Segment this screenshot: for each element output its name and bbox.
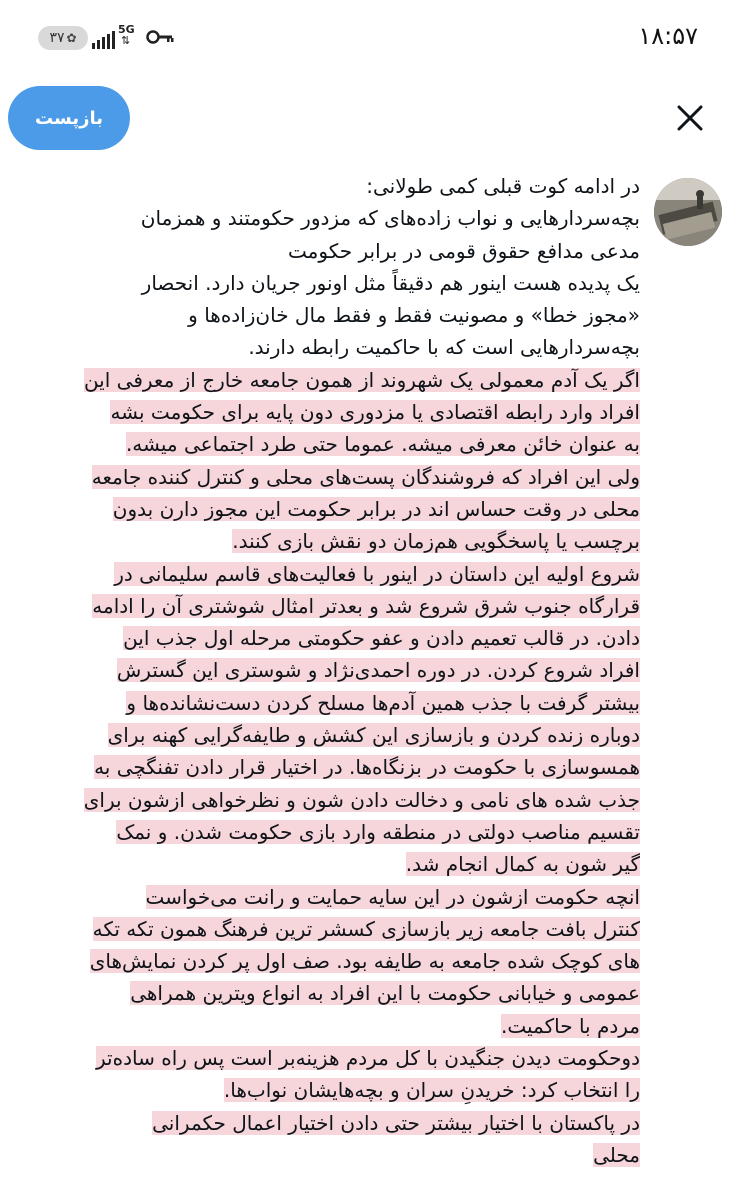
key-icon — [146, 28, 174, 46]
leaf-icon: ✿ — [66, 31, 77, 45]
tweet-line-highlighted: همسوسازی با حکومت در بزنگاه‌ها. در اختیار قرار دادن تفنگچی به — [94, 755, 640, 780]
tweet-line: بچه‌سردارهایی است که با حاکمیت رابطه دارند. — [248, 335, 640, 360]
tweet-line-highlighted: تقسیم مناصب دولتی در منطقه وارد بازی حکومت شدن. و نمک — [116, 819, 640, 844]
tweet-line-highlighted: شروع اولیه این داستان در اینور با فعالیت‌های قاسم سلیمانی در — [114, 561, 640, 586]
avatar-image — [654, 178, 722, 246]
tweet-line-highlighted: انچه حکومت ازشون در این سایه حمایت و رانت می‌خواست — [145, 884, 640, 909]
tweet-line-highlighted: دوباره زنده کردن و بازسازی این کشش و طایفه‌گرایی کهنه برای — [107, 723, 640, 748]
tweet-line-highlighted: قرارگاه جنوب شرق شروع شد و بعدتر امثال شوشتری آن را ادامه — [92, 593, 640, 618]
clock: ۱۸:۵۷ — [638, 22, 698, 50]
tweet-line-highlighted: افراد شروع کردن. در دوره احمدی‌نژاد و شوستری این گسترش — [116, 658, 640, 683]
network-arrows-icon: ⇅ — [121, 34, 131, 47]
tweet-line-highlighted: افراد وارد رابطه اقتصادی یا مزدوری دون پایه برای حکومت بشه — [110, 400, 640, 425]
signal-icon — [92, 29, 115, 49]
tweet-line-highlighted: مردم با حاکمیت. — [501, 1013, 640, 1038]
tweet-line: مدعی مدافع حقوق قومی در برابر حکومت — [288, 238, 640, 263]
tweet-line-highlighted: برچسب یا پاسخگویی هم‌زمان دو نقش بازی کنند. — [232, 529, 640, 554]
tweet-line-highlighted: اگر یک آدم معمولی یک شهروند از همون جامعه خارج از معرفی این — [83, 367, 640, 392]
battery-level: ۳۷ — [49, 30, 65, 46]
tweet-line-highlighted: ولی این افراد که فروشندگان پست‌های محلی و کنترل کننده جامعه — [91, 464, 640, 489]
tweet-line-highlighted: بیشتر گرفت با جذب همین آدم‌ها مسلح کردن دست‌نشانده‌ها و — [126, 690, 640, 715]
tweet-line-highlighted: عمومی و خیابانی حکومت با این افراد به انواع ویترین همراهی — [130, 981, 640, 1006]
battery-indicator — [38, 26, 88, 50]
tweet-line: یک پدیده هست اینور هم دقیقاً مثل اونور جریان دارد. انحصار — [141, 270, 640, 295]
tweet-line-highlighted: جذب شده های نامی و دخالت دادن شون و نظرخواهی ازشون برای — [83, 787, 640, 812]
tweet-line-highlighted: گیر شون به کمال انجام شد. — [405, 852, 640, 877]
tweet-line-highlighted: محلی در وقت حساس اند در برابر حکومت این مجوز دارن بدون — [112, 496, 640, 521]
tweet-text — [10, 170, 640, 1171]
close-icon[interactable] — [676, 104, 704, 132]
tweet-line-highlighted: محلی — [593, 1142, 640, 1167]
tweet-line-highlighted: های کوچک شده جامعه به طایفه بود. صف اول پر کردن نمایش‌های — [89, 949, 640, 974]
tweet-line: «مجوز خطا» و مصونیت فقط و فقط مال خان‌زاده‌ها و — [188, 303, 640, 328]
tweet-line: بچه‌سردارهایی و نواب زاده‌های که مزدور حکومتند و همزمان — [140, 206, 640, 231]
tweet-line-highlighted: را انتخاب کرد: خریدنِ سران و بچه‌هایشان نواب‌ها. — [223, 1078, 640, 1103]
tweet-line-highlighted: در پاکستان با اختیار بیشتر حتی دادن اختیار اعمال حکمرانی — [152, 1110, 640, 1135]
tweet-line-highlighted: به عنوان خائن معرفی میشه. عموما حتی طرد اجتماعی میشه. — [125, 432, 640, 457]
tweet-line-highlighted: دادن. در قالب تعمیم دادن و عفو حکومتی مرحله اول جذب این — [123, 626, 640, 651]
tweet-line: در ادامه کوت قبلی کمی طولانی: — [366, 174, 640, 198]
tweet-line-highlighted: دوحکومت دیدن جنگیدن با کل مردم هزینه‌بر است پس راه ساده‌تر — [96, 1046, 640, 1071]
avatar[interactable] — [654, 178, 722, 246]
tweet-line-highlighted: کنترل بافت جامعه زیر بازسازی کسشر ترین فرهنگ همون تکه تکه — [92, 916, 640, 941]
status-bar — [0, 0, 740, 70]
network-type: 5G — [118, 23, 135, 36]
repost-button[interactable]: بازپست — [8, 86, 130, 150]
